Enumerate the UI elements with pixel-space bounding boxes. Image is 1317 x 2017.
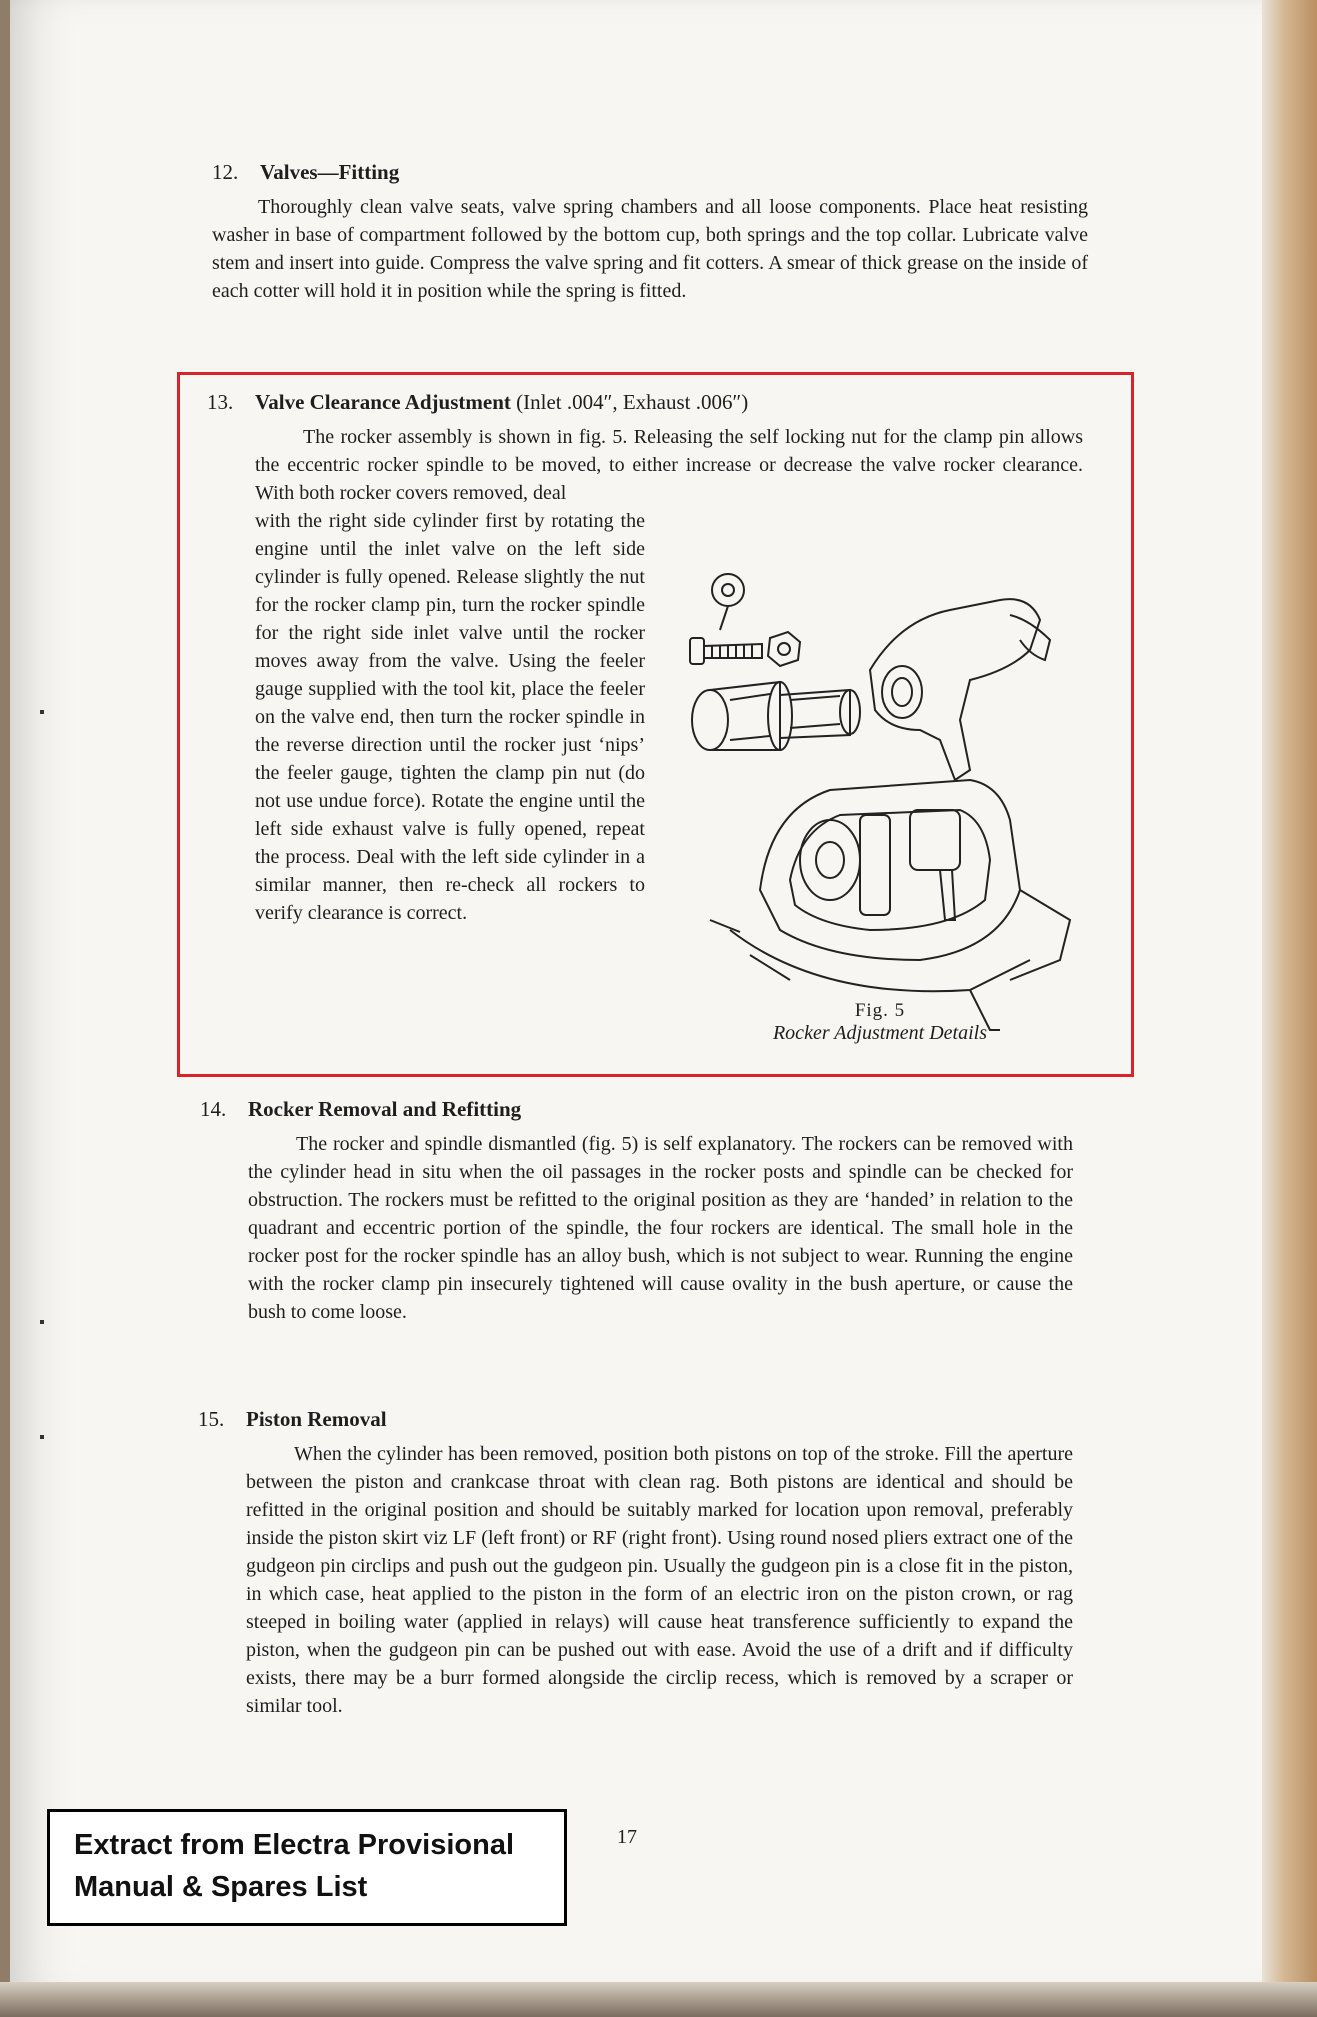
margin-mark (40, 1320, 44, 1324)
section-heading (207, 390, 1083, 415)
section-number: 14. (200, 1097, 227, 1121)
section-body: The rocker and spindle dismantled (fig. 5) is self explanatory. The rockers can be removed with the cylinder head in situ when the oil passages in the rocker posts and spindle can be checked for obstruction. The rockers must be refitted to the original position as they are ‘handed’ in relation to the quadrant and eccentric portion of the spindle, the four rockers are identical. The small hole in the rocker post for the rocker spindle has an alloy bush, which is not subject to wear. Running the engine with the rocker clamp pin insecurely tightened will cause ovality in the bush aperture, or cause the bush to come loose. (248, 1133, 1073, 1323)
section-14 (200, 1097, 1073, 1326)
rocker-arm (870, 599, 1040, 780)
extract-note-box (47, 1809, 567, 1926)
figure-title: Rocker Adjustment Details (772, 1022, 988, 1044)
page-edge-bottom (0, 1982, 1317, 2017)
section-title: Valve Clearance Adjustment (255, 390, 511, 414)
rocker-assembly-illustration (670, 560, 1090, 1040)
page-number: 17 (617, 1826, 637, 1848)
bolt-head (690, 638, 704, 664)
section-title: Rocker Removal and Refitting (248, 1097, 522, 1121)
ring-part (712, 574, 744, 606)
section-heading (200, 1097, 1073, 1122)
ring-part (722, 584, 734, 596)
extract-note-line: Manual & Spares List (74, 1871, 368, 1903)
section-heading (198, 1407, 1073, 1432)
extract-note-line: Extract from Electra Provisional (74, 1829, 514, 1861)
margin-mark (40, 710, 44, 714)
figure-caption (700, 1000, 1060, 1045)
margin-mark (40, 1435, 44, 1439)
section-number: 13. (207, 390, 234, 414)
nut-part (768, 632, 800, 666)
section-subtitle: (Inlet .004″, Exhaust .006″) (516, 390, 749, 414)
section-title: Valves—Fitting (260, 160, 400, 184)
section-number: 12. (212, 160, 239, 184)
section-body-full: The rocker assembly is shown in fig. 5. Releasing the self locking nut for the clamp pin allows the eccentric rocker spindle to be moved, to either increase or decrease the valve rocker clearance. With both rocker covers removed, deal (255, 426, 1083, 504)
figure-label: Fig. 5 (854, 1000, 906, 1021)
section-12 (212, 160, 1088, 305)
section-15 (198, 1407, 1073, 1720)
section-number: 15. (198, 1407, 225, 1431)
page-edge-right (1262, 0, 1317, 2017)
section-title: Piston Removal (246, 1407, 387, 1431)
section-body-column: with the right side cylinder first by rotating the engine until the inlet valve on the left side cylinder is fully opened. Release slightly the nut for the rocker clamp pin, turn the rocker spindle for the right side inlet valve until the rocker moves away from the valve. Using the feeler gauge supplied with the tool kit, place the feeler on the valve end, then turn the rocker spindle in the reverse direction until the rocker just ‘nips’ the feeler gauge, tighten the clamp pin nut (do not use undue force). Rotate the engine until the left side exhaust valve is fully opened, repeat the process. Deal with the left side cylinder in a similar manner, then re-check all rockers to verify clearance is correct. (255, 510, 645, 924)
section-body: Thoroughly clean valve seats, valve spring chambers and all loose components. Place heat resisting washer in base of compartment followed by the bottom cup, both springs and the top collar. Lubricate valve stem and insert into guide. Compress the valve spring and fit cotters. A smear of thick grease on the inside of each cotter will hold it in position while the spring is fitted. (212, 196, 1088, 302)
section-body: When the cylinder has been removed, position both pistons on top of the stroke. Fill the aperture between the piston and crankcase throat with clean rag. Both pistons are identical and should be refitted in the original position and should be suitably marked for location upon removal, preferably inside the piston skirt viz LF (left front) or RF (right front). Using round nosed pliers extract one of the gudgeon pin circlips and push out the gudgeon pin. Usually the gudgeon pin is a close fit in the piston, in which case, heat applied to the piston in the form of an electric iron on the piston crown, or rag steeped in boiling water (applied in relays) will cause heat transference sufficiently to expand the piston, when the gudgeon pin can be pushed out with ease. Avoid the use of a drift and if difficulty exists, there may be a burr formed alongside the circlip recess, which is removed by a scraper or similar tool. (246, 1443, 1073, 1717)
section-heading (212, 160, 1088, 185)
spindle-part (692, 690, 728, 750)
